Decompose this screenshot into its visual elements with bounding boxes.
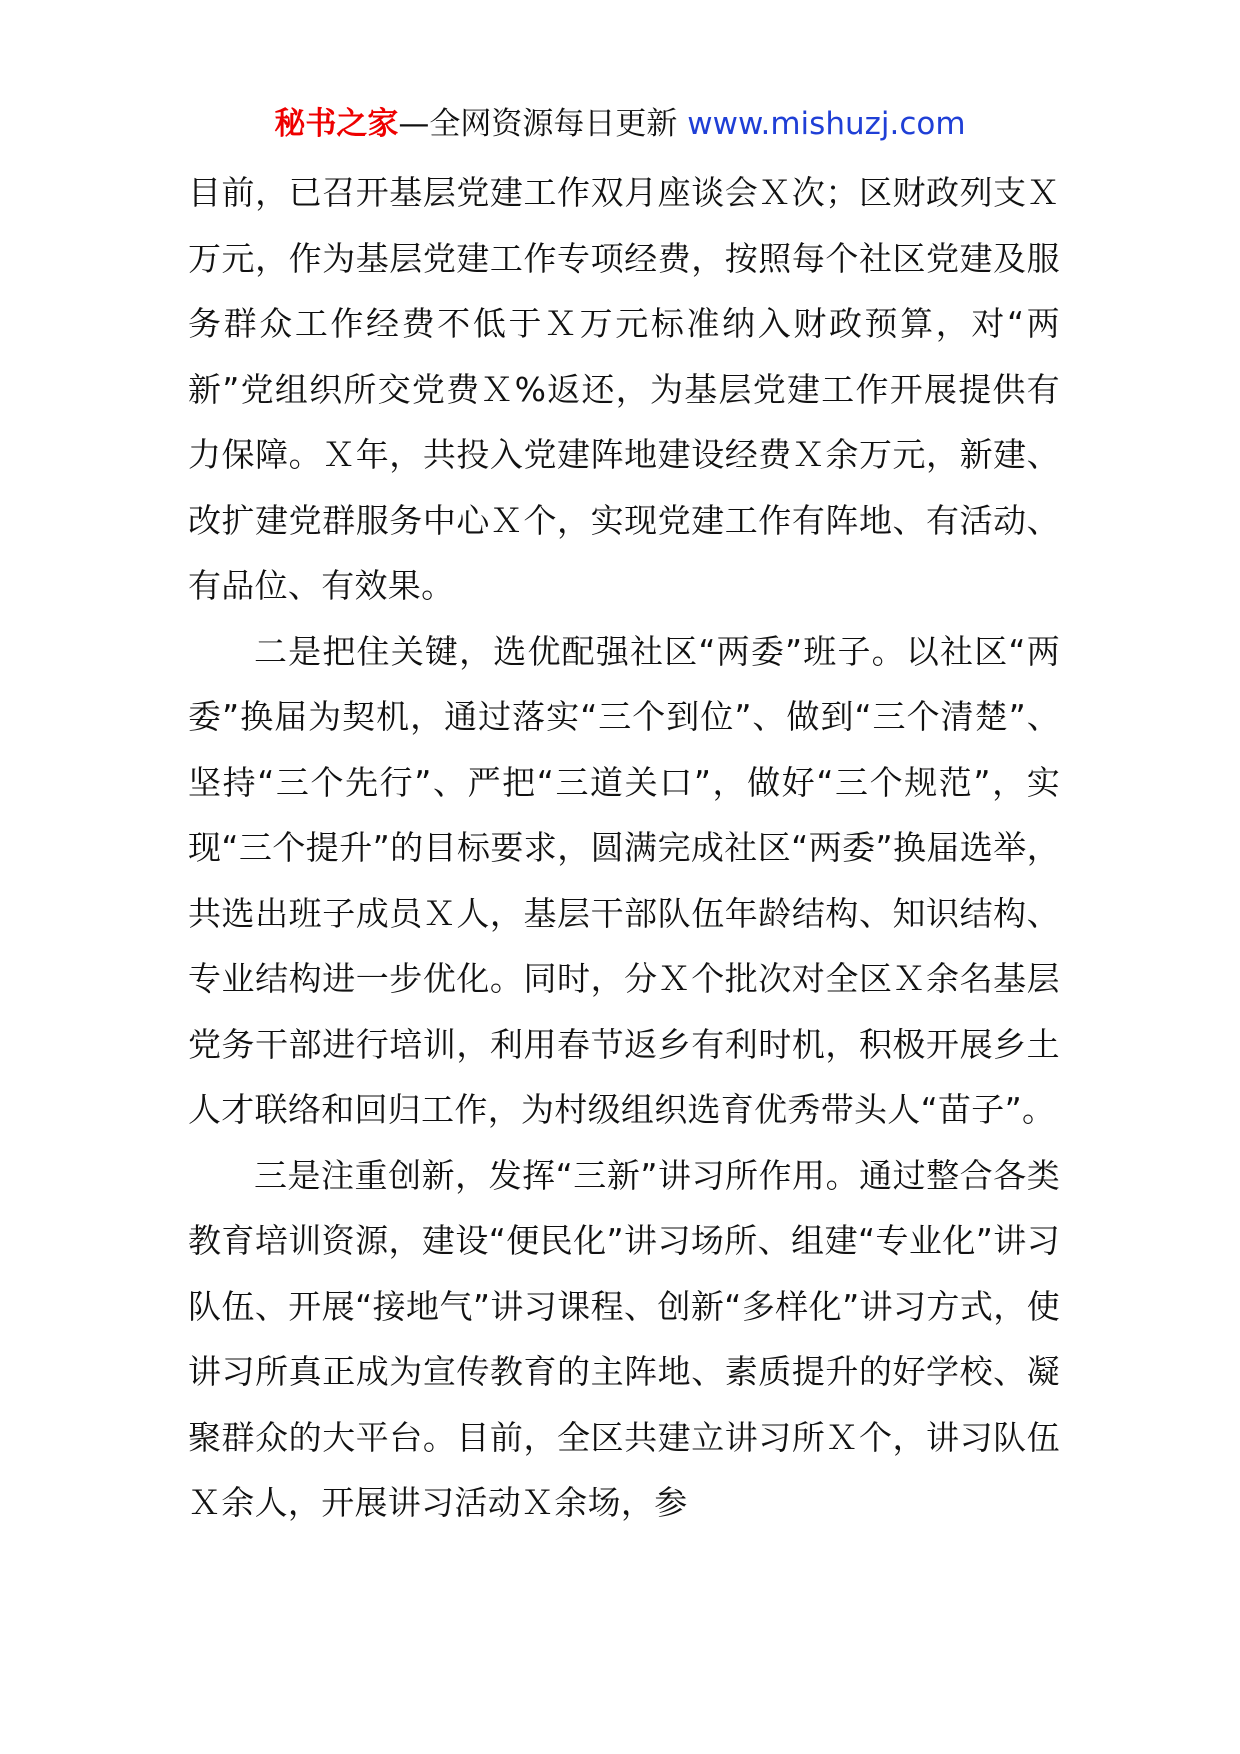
paragraph-third-point: 三是注重创新，发挥“三新”讲习所作用。通过整合各类教育培训资源，建设“便民化”讲习场所、组建“专业化”讲习队伍、开展“接地气”讲习课程、创新“多样化”讲习方式，使讲习所真正成为宣传教育的主阵地、素质提升的好学校、凝聚群众的大平台。目前，全区共建立讲习所Ｘ个，讲习队伍Ｘ余人，开展讲习活动Ｘ余场，参 [188,1155,1060,1522]
header-brand: 秘书之家 [274,106,399,142]
paragraph-second-point: 二是把住关键，选优配强社区“两委”班子。以社区“两委”换届为契机，通过落实“三个到位”、做到“三个清楚”、坚持“三个先行”、严把“三道关口”，做好“三个规范”，实现“三个提升”的目标要求，圆满完成社区“两委”换届选举，共选出班子成员Ｘ人，基层干部队伍年龄结构、知识结构、专业结构进一步优化。同时，分Ｘ个批次对全区Ｘ余名基层党务干部进行培训，利用春节返乡有利时机，积极开展乡土人才联络和回归工作，为村级组织选育优秀带头人“苗子”。 [188,631,1060,1129]
header-url[interactable]: www.mishuzj.com [687,106,966,142]
header-slogan: —全网资源每日更新 [398,106,688,142]
document-body [188,160,1060,1536]
page-header [0,102,1240,146]
paragraph-continuation: 目前，已召开基层党建工作双月座谈会Ｘ次；区财政列支Ｘ万元，作为基层党建工作专项经费，按照每个社区党建及服务群众工作经费不低于Ｘ万元标准纳入财政预算，对“两新”党组织所交党费Ｘ%返还，为基层党建工作开展提供有力保障。Ｘ年，共投入党建阵地建设经费Ｘ余万元，新建、改扩建党群服务中心Ｘ个，实现党建工作有阵地、有活动、有品位、有效果。 [188,173,1060,605]
